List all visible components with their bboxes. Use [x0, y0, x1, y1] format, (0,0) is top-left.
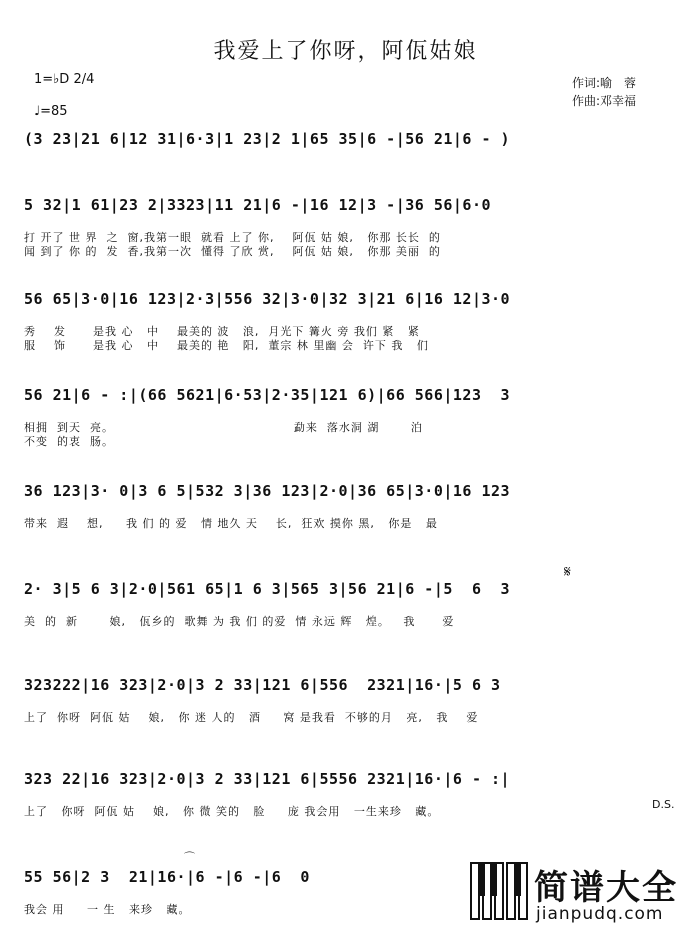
dal-segno-mark: D.S.: [652, 798, 675, 811]
lyrics-line: 带来 遐 想, 我 们 的 爱 情 地久 天 长, 狂欢 摸你 黑, 你是 最: [24, 517, 438, 530]
notation-line: 56 21|6 - :|(66 5621|6·53|2·35|121 6)|66 566|123 3: [24, 386, 511, 404]
score-row-1: [0, 130, 691, 190]
tempo-marking: ♩=85: [34, 104, 68, 119]
score-row-2: [0, 196, 691, 256]
lyrics-line: 上了 你呀 阿佤 姑 娘, 你 迷 人的 酒 窝 是我看 不够的月 亮, 我 爱: [24, 711, 479, 724]
score-row-6: [0, 580, 691, 640]
notation-line: 36 123|3· 0|3 6 5|532 3|36 123|2·0|36 65|3·0|16 123: [24, 482, 511, 500]
notation-line: 2· 3|5 6 3|2·0|561 65|1 6 3|565 3|56 21|6 -|5 6 3: [24, 580, 511, 598]
notation-line: 55 56|2 3 21|16·|6 -|6 -|6 0: [24, 868, 310, 886]
notation-line: 323 22|16 323|2·0|3 2 33|121 6|5556 2321|16·|6 - :|: [24, 770, 511, 788]
notation-line: 5 32|1 61|23 2|3323|11 21|6 -|16 12|3 -|36 56|6·0: [24, 196, 492, 214]
song-title: 我爱上了你呀，阿佤姑娘: [213, 39, 478, 64]
lyrics-verse-1: 打 开了 世 界 之 窗,我第一眼 就看 上了 你, 阿佤 姑 娘, 你那 长长 的: [24, 231, 441, 244]
score-row-3: [0, 290, 691, 350]
score-row-4: [0, 386, 691, 446]
lyrics-line: 美 的 新 娘, 佤乡的 歌舞 为 我 们 的爱 情 永远 辉 煌。 我 爱: [24, 615, 455, 628]
logo-title: 简谱大全: [534, 868, 678, 908]
logo-url: jianpudq.com: [536, 904, 664, 924]
lyrics-line: 上了 你呀 阿佤 姑 娘, 你 微 笑的 脸 庞 我会用 一生来珍 藏。: [24, 805, 440, 818]
credits: [572, 74, 636, 110]
notation-line: 323222|16 323|2·0|3 2 33|121 6|556 2321|16·|5 6 3: [24, 676, 501, 694]
notation-line: 56 65|3·0|16 123|2·3|556 32|3·0|32 3|21 6|16 12|3·0: [24, 290, 511, 308]
score-row-5: [0, 482, 691, 542]
segno-icon: 𝄋: [564, 562, 571, 581]
site-logo: [470, 856, 685, 936]
lyrics-line: 我会 用 一 生 来珍 藏。: [24, 903, 191, 916]
score-row-7: [0, 676, 691, 736]
lyrics-verse-2: 服 饰 是我 心 中 最美的 艳 阳, 董宗 林 里幽 会 许下 我 们: [24, 339, 429, 352]
piano-keys-icon: [470, 862, 528, 920]
notation-line: (3 23|21 6|12 31|6·3|1 23|2 1|65 35|6 -|56 21|6 - ): [24, 130, 511, 148]
score-row-8: [0, 770, 691, 830]
lyrics-verse-1: 秀 发 是我 心 中 最美的 波 浪, 月光下 篝火 旁 我们 紧 紧: [24, 325, 420, 338]
lyrics-verse-1: 相拥 到天 亮。 勐来 落水洞 湖 泊: [24, 421, 423, 434]
lyrics-verse-2: 闻 到了 你 的 发 香,我第一次 懂得 了欣 赏, 阿佤 姑 娘, 你那 美丽 的: [24, 245, 441, 258]
composer: 作曲:邓幸福: [572, 94, 637, 108]
fermata-icon: ⌒: [184, 851, 195, 864]
key-signature: 1=♭D 2/4: [34, 72, 95, 87]
lyrics-verse-2: 不变 的衷 肠。: [24, 435, 114, 448]
lyricist: 作词:喻 蓉: [572, 76, 637, 90]
